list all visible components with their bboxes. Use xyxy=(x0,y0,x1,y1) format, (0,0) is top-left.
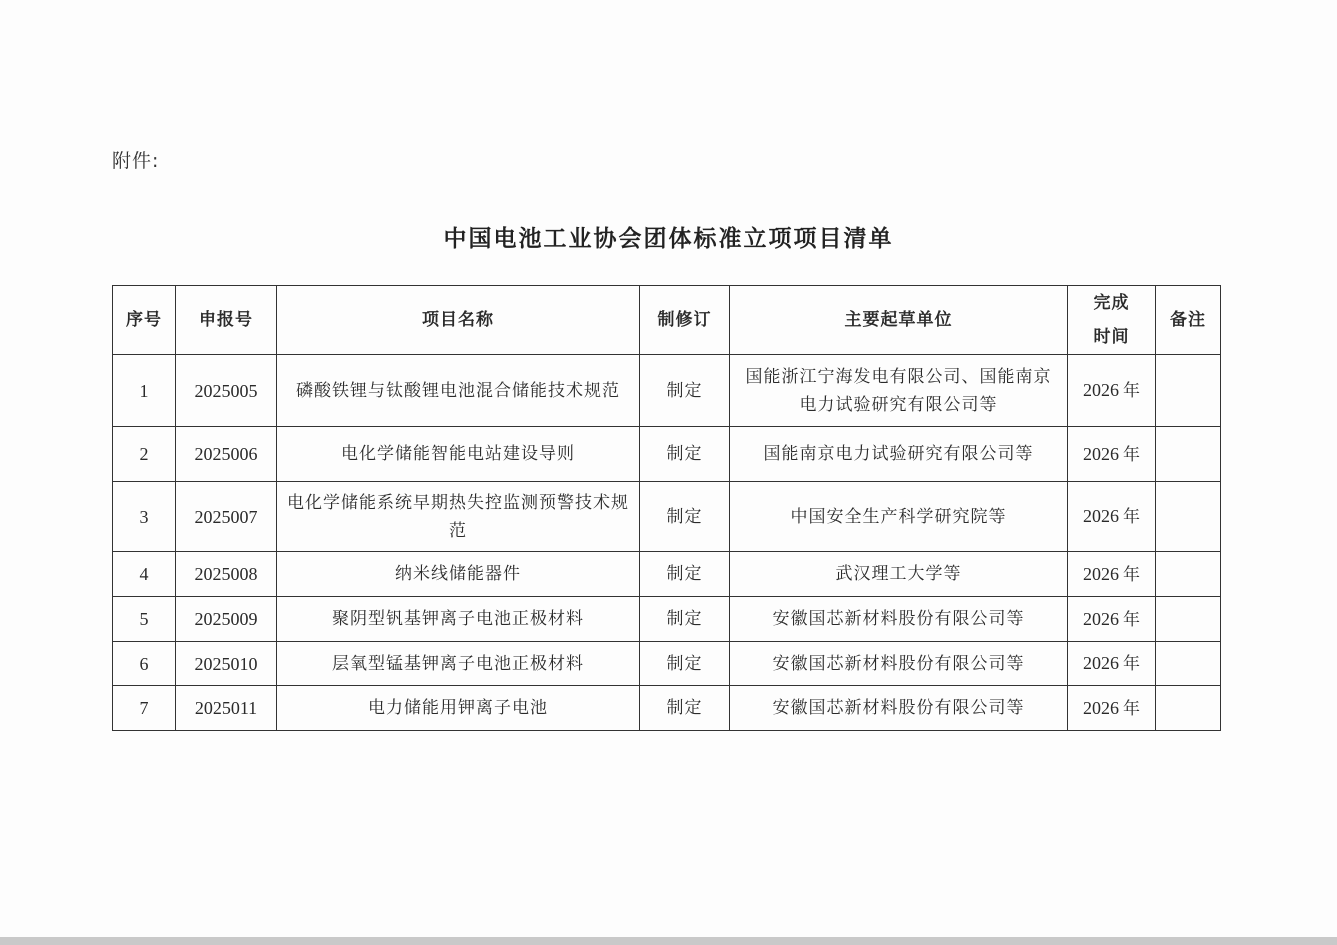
cell-app-no: 2025005 xyxy=(176,355,277,427)
cell-drafting-org: 国能南京电力试验研究有限公司等 xyxy=(730,427,1068,482)
cell-note xyxy=(1156,427,1221,482)
cell-year: 2026 xyxy=(1083,608,1119,629)
cell-year: 2026 xyxy=(1083,697,1119,718)
cell-type: 制定 xyxy=(640,552,730,597)
header-note: 备注 xyxy=(1156,286,1221,355)
header-completion-time-line2: 时间 xyxy=(1093,327,1130,347)
cell-seq: 2 xyxy=(113,427,176,482)
cell-drafting-org: 武汉理工大学等 xyxy=(730,552,1068,597)
cell-drafting-org: 安徽国芯新材料股份有限公司等 xyxy=(730,597,1068,642)
table-header-row xyxy=(113,286,1221,355)
cell-completion-time xyxy=(1068,482,1156,552)
cell-app-no: 2025007 xyxy=(176,482,277,552)
header-project-name: 项目名称 xyxy=(277,286,640,355)
cell-seq: 1 xyxy=(113,355,176,427)
cell-seq: 4 xyxy=(113,552,176,597)
header-completion-time xyxy=(1068,286,1156,355)
cell-completion-time xyxy=(1068,597,1156,642)
cell-type: 制定 xyxy=(640,597,730,642)
cell-seq: 5 xyxy=(113,597,176,642)
cell-app-no: 2025006 xyxy=(176,427,277,482)
cell-app-no: 2025008 xyxy=(176,552,277,597)
table-row xyxy=(113,597,1221,642)
cell-note xyxy=(1156,686,1221,731)
cell-completion-time xyxy=(1068,552,1156,597)
cell-project-name: 层氧型锰基钾离子电池正极材料 xyxy=(277,642,640,686)
header-app-no: 申报号 xyxy=(176,286,277,355)
cell-drafting-org: 国能浙江宁海发电有限公司、国能南京电力试验研究有限公司等 xyxy=(730,355,1068,427)
cell-seq: 3 xyxy=(113,482,176,552)
cell-drafting-org: 中国安全生产科学研究院等 xyxy=(730,482,1068,552)
page-title: 中国电池工业协会团体标准立项项目清单 xyxy=(443,226,894,252)
cell-app-no: 2025009 xyxy=(176,597,277,642)
header-completion-time-line1: 完成 xyxy=(1093,293,1130,313)
cell-year-unit: 年 xyxy=(1123,698,1140,719)
cell-project-name: 电化学储能智能电站建设导则 xyxy=(277,427,640,482)
cell-year-unit: 年 xyxy=(1123,654,1140,674)
header-drafting-org: 主要起草单位 xyxy=(730,286,1068,355)
cell-project-name: 磷酸铁锂与钛酸锂电池混合储能技术规范 xyxy=(277,355,640,427)
cell-seq: 7 xyxy=(113,686,176,731)
cell-year-unit: 年 xyxy=(1123,381,1140,401)
cell-year: 2026 xyxy=(1083,443,1119,464)
header-type: 制修订 xyxy=(640,286,730,355)
cell-year: 2026 xyxy=(1083,653,1119,673)
cell-type: 制定 xyxy=(640,427,730,482)
cell-type: 制定 xyxy=(640,686,730,731)
cell-drafting-org: 安徽国芯新材料股份有限公司等 xyxy=(730,686,1068,731)
cell-type: 制定 xyxy=(640,355,730,427)
cell-app-no: 2025010 xyxy=(176,642,277,686)
cell-completion-time xyxy=(1068,355,1156,427)
table-row xyxy=(113,642,1221,686)
table-row xyxy=(113,686,1221,731)
cell-note xyxy=(1156,482,1221,552)
cell-year-unit: 年 xyxy=(1123,444,1140,465)
cell-project-name: 纳米线储能器件 xyxy=(277,552,640,597)
cell-note xyxy=(1156,642,1221,686)
cell-year: 2026 xyxy=(1083,563,1119,584)
cell-note xyxy=(1156,597,1221,642)
cell-year-unit: 年 xyxy=(1123,609,1140,630)
cell-project-name: 聚阴型钒基钾离子电池正极材料 xyxy=(277,597,640,642)
table-row xyxy=(113,482,1221,552)
cell-type: 制定 xyxy=(640,482,730,552)
cell-year-unit: 年 xyxy=(1123,564,1140,585)
table-row xyxy=(113,427,1221,482)
header-seq: 序号 xyxy=(113,286,176,355)
page-bottom-edge xyxy=(0,937,1337,945)
cell-year: 2026 xyxy=(1083,506,1119,526)
cell-app-no: 2025011 xyxy=(176,686,277,731)
cell-type: 制定 xyxy=(640,642,730,686)
cell-seq: 6 xyxy=(113,642,176,686)
table-row xyxy=(113,355,1221,427)
cell-completion-time xyxy=(1068,427,1156,482)
cell-note xyxy=(1156,552,1221,597)
cell-completion-time xyxy=(1068,642,1156,686)
cell-year-unit: 年 xyxy=(1123,507,1140,527)
cell-completion-time xyxy=(1068,686,1156,731)
attachment-label: 附件: xyxy=(112,150,160,172)
cell-year: 2026 xyxy=(1083,380,1119,400)
cell-drafting-org: 安徽国芯新材料股份有限公司等 xyxy=(730,642,1068,686)
cell-project-name: 电力储能用钾离子电池 xyxy=(277,686,640,731)
cell-note xyxy=(1156,355,1221,427)
table-row xyxy=(113,552,1221,597)
project-list-table xyxy=(112,285,1221,731)
cell-project-name: 电化学储能系统早期热失控监测预警技术规范 xyxy=(277,482,640,552)
